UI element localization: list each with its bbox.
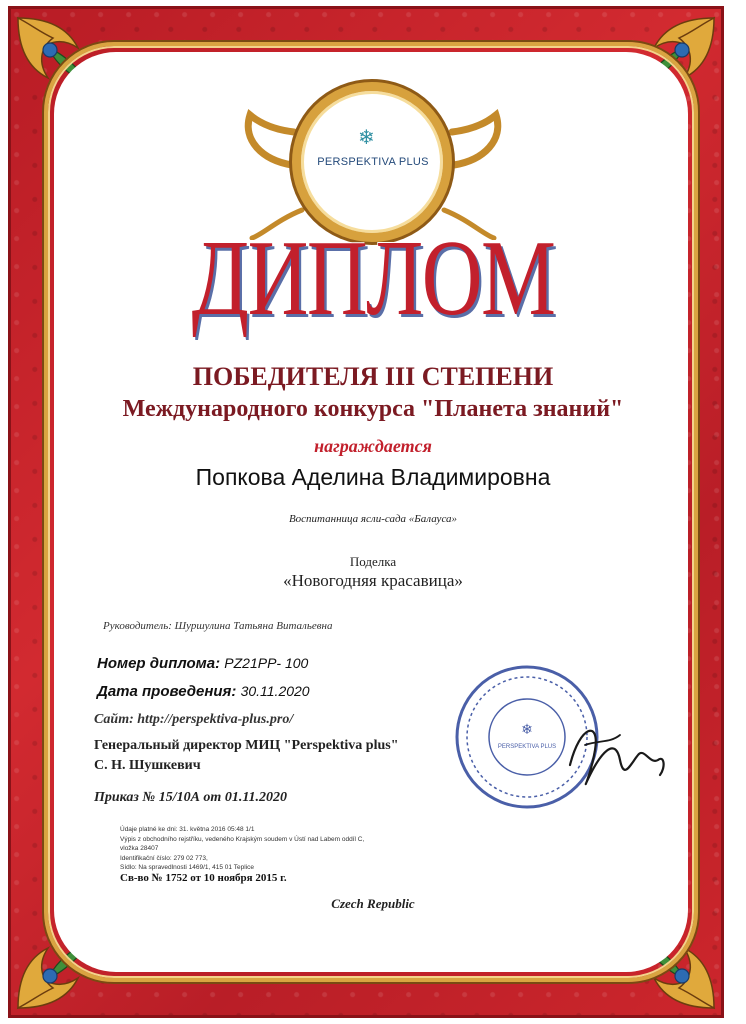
order-line: Приказ № 15/10А от 01.11.2020 (94, 790, 288, 805)
registry-line: vložka 28407 (120, 845, 159, 852)
registry-line: Výpis z obchodního rejstříku, vedeného Krajským soudem v Ústí nad Labem oddíl C, (120, 835, 365, 843)
certificate-number: Св-во № 1752 от 10 ноября 2015 г. (120, 872, 287, 884)
recipient-role: Воспитанница ясли-сада «Балауса» (288, 513, 458, 525)
leader-line: Руководитель: Шуршулина Татьяна Витальевна (103, 620, 333, 632)
degree-heading: ПОБЕДИТЕЛЯ III СТЕПЕНИ (192, 362, 554, 391)
snowflake-icon: ❄ (358, 127, 375, 149)
director-title: Генеральный директор МИЦ "Perspektiva plus" (94, 738, 399, 753)
date-label: Дата проведения: (97, 683, 237, 700)
date-value: 30.11.2020 (240, 683, 310, 699)
registry-line: Údaje platné ke dni: 31. května 2016 05:48 1/1 (120, 826, 255, 833)
diploma-number-value: PZ21PP- 100 (224, 655, 309, 671)
diploma-number-label: Номер диплома: (97, 655, 221, 672)
registry-line: Sídlo: Na spravedlnosti 1469/1, 415 01 Teplice (120, 864, 254, 871)
date-line (97, 683, 310, 700)
logo-emblem (232, 70, 514, 240)
logo-text: PERSPEKTIVA PLUS (317, 156, 429, 168)
director-name: С. Н. Шушкевич (94, 758, 201, 773)
recipient-name: Попкова Аделина Владимировна (195, 464, 551, 490)
director-signature (560, 705, 670, 815)
svg-text:❄: ❄ (521, 722, 533, 738)
diploma-title: ДИПЛОМ (191, 219, 555, 338)
craft-label: Поделка (349, 554, 397, 569)
craft-title: «Новогодняя красавица» (283, 571, 463, 590)
svg-text:PERSPEKTIVA PLUS: PERSPEKTIVA PLUS (497, 744, 557, 750)
registry-line: Identifikační číslo: 279 02 773, (120, 854, 208, 862)
diploma-number-line (97, 655, 308, 672)
registry-details (120, 825, 364, 873)
country-label: Czech Republic (331, 896, 415, 911)
website-line: Сайт: http://perspektiva-plus.pro/ (94, 712, 294, 727)
awarded-label: награждается (314, 436, 432, 456)
contest-heading: Международного конкурса "Планета знаний" (122, 396, 624, 422)
